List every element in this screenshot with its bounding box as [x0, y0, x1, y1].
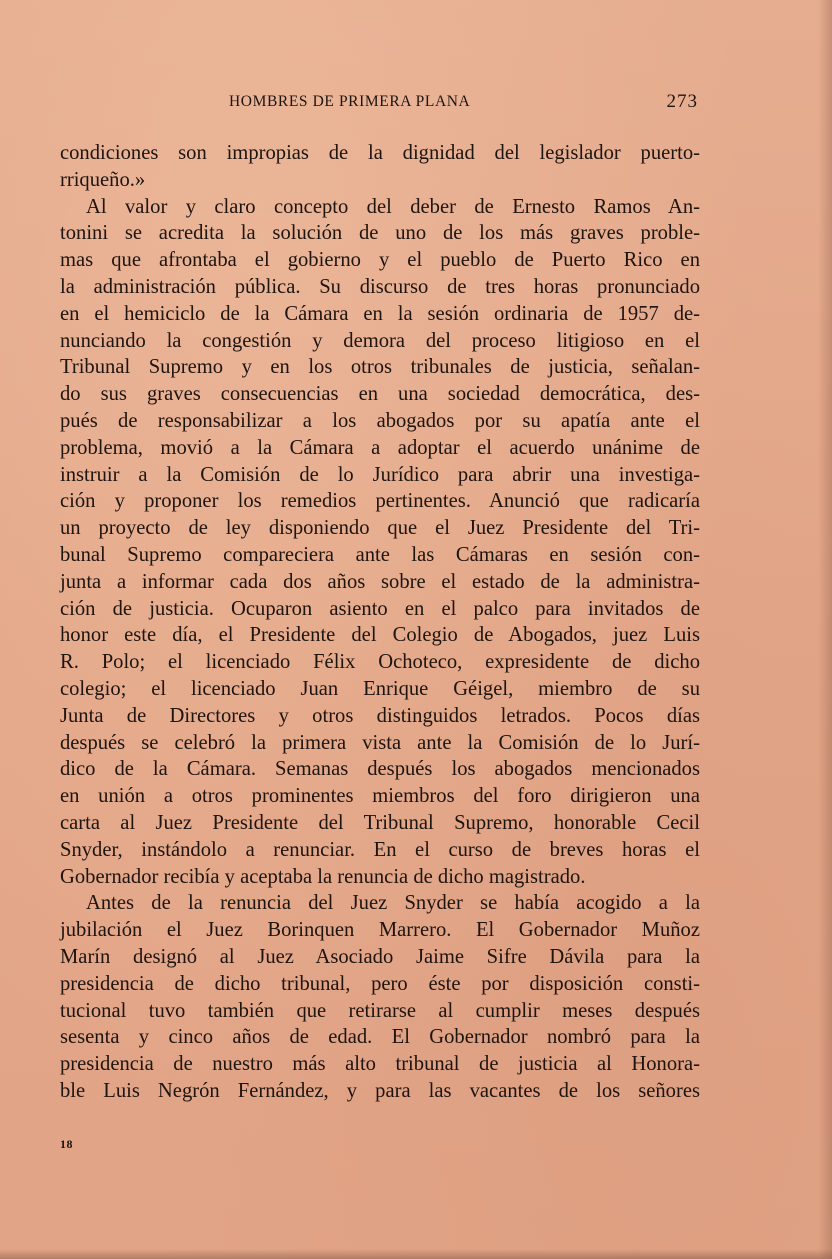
- text-line: do sus graves consecuencias en una sociedad democrática, des-: [60, 383, 700, 406]
- text-line: pués de responsabilizar a los abogados por su apatía ante el: [60, 409, 700, 432]
- running-header: [60, 93, 700, 115]
- text-line: Tribunal Supremo y en los otros tribunales de justicia, señalan-: [60, 356, 700, 379]
- text-line: Marín designó al Juez Asociado Jaime Sifre Dávila para la: [60, 945, 700, 968]
- page-edge-shadow-bottom: [0, 1249, 832, 1259]
- text-line: Junta de Directores y otros distinguidos letrados. Pocos días: [60, 704, 700, 727]
- text-line: en unión a otros prominentes miembros del foro dirigieron una: [60, 785, 700, 808]
- text-line: colegio; el licenciado Juan Enrique Géigel, miembro de su: [60, 677, 700, 700]
- text-line: R. Polo; el licenciado Félix Ochoteco, expresidente de dicho: [60, 651, 700, 674]
- text-line: ción y proponer los remedios pertinentes. Anunció que radicaría: [60, 490, 700, 513]
- paragraph-start-line: Al valor y claro concepto del deber de Ernesto Ramos An-: [86, 195, 700, 218]
- page-edge-shadow-right: [818, 0, 832, 1259]
- text-line: ble Luis Negrón Fernández, y para las vacantes de los señores: [60, 1079, 700, 1102]
- text-line: la administración pública. Su discurso de tres horas pronunciado: [60, 275, 700, 298]
- text-line: un proyecto de ley disponiendo que el Juez Presidente del Tri-: [60, 517, 700, 540]
- text-line: dico de la Cámara. Semanas después los abogados mencionados: [60, 758, 700, 781]
- text-line: rriqueño.»: [60, 168, 146, 191]
- running-title: HOMBRES DE PRIMERA PLANA: [229, 93, 471, 110]
- text-line: instruir a la Comisión de lo Jurídico para abrir una investiga-: [60, 463, 700, 486]
- page-number: 273: [666, 91, 698, 112]
- body-text: [60, 140, 700, 1105]
- text-line: después se celebró la primera vista ante la Comisión de lo Jurí-: [60, 731, 700, 754]
- text-line: Gobernador recibía y aceptaba la renuncia de dicho magistrado.: [60, 865, 586, 888]
- text-line: honor este día, el Presidente del Colegio de Abogados, juez Luis: [60, 624, 700, 647]
- signature-mark: 18: [60, 1137, 73, 1151]
- text-line: presidencia de nuestro más alto tribunal de justicia al Honora-: [60, 1053, 700, 1076]
- text-line: tonini se acredita la solución de uno de los más graves proble-: [60, 222, 700, 245]
- text-line: carta al Juez Presidente del Tribunal Supremo, honorable Cecil: [60, 811, 700, 834]
- text-line: presidencia de dicho tribunal, pero éste por disposición consti-: [60, 972, 700, 995]
- text-line: condiciones son impropias de la dignidad del legislador puerto-: [60, 142, 700, 164]
- text-line: junta a informar cada dos años sobre el estado de la administra-: [60, 570, 700, 593]
- text-line: en el hemiciclo de la Cámara en la sesión ordinaria de 1957 de-: [60, 302, 700, 325]
- paragraph-start-line: Antes de la renuncia del Juez Snyder se había acogido a la: [86, 892, 700, 915]
- text-line: problema, movió a la Cámara a adoptar el acuerdo unánime de: [60, 436, 700, 459]
- text-line: mas que afrontaba el gobierno y el pueblo de Puerto Rico en: [60, 249, 700, 272]
- text-line: tucional tuvo también que retirarse al cumplir meses después: [60, 999, 700, 1022]
- text-line: sesenta y cinco años de edad. El Gobernador nombró para la: [60, 1026, 700, 1049]
- text-line: Snyder, instándolo a renunciar. En el curso de breves horas el: [60, 838, 700, 861]
- text-line: bunal Supremo compareciera ante las Cámaras en sesión con-: [60, 543, 700, 566]
- text-line: nunciando la congestión y demora del proceso litigioso en el: [60, 329, 700, 352]
- text-line: jubilación el Juez Borinquen Marrero. El Gobernador Muñoz: [60, 919, 700, 942]
- text-line: ción de justicia. Ocuparon asiento en el palco para invitados de: [60, 597, 700, 620]
